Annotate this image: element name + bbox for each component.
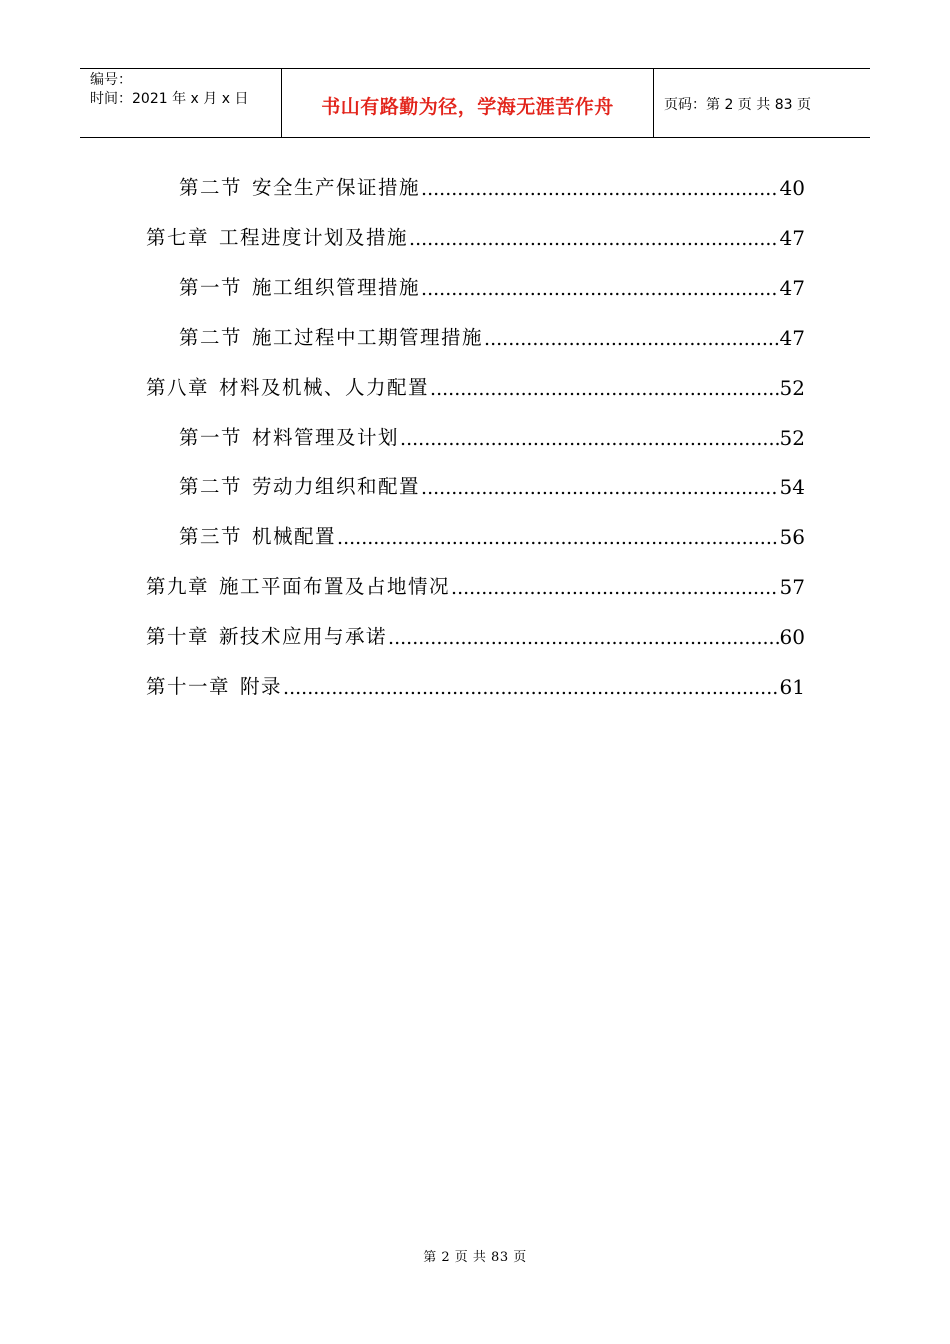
toc-entry-number: 第十一章 <box>146 675 231 698</box>
toc-leader-dots <box>400 428 779 450</box>
toc-entry-chapter[interactable] <box>146 366 805 400</box>
toc-page-number: 56 <box>779 525 805 550</box>
toc-entry-name: 施工过程中工期管理措施 <box>252 325 484 349</box>
toc-page-number: 61 <box>779 675 805 699</box>
header-time-label: 时间：2021 年 x 月 x 日 <box>90 91 249 107</box>
toc-page-number: 52 <box>779 375 805 400</box>
page-footer <box>0 1246 950 1265</box>
toc-entry-label <box>179 521 336 549</box>
toc-entry-section[interactable] <box>179 416 805 450</box>
toc-entry-section[interactable] <box>179 166 805 200</box>
toc-entry-name: 材料及机械、人力配置 <box>219 375 430 399</box>
toc-entry-section[interactable] <box>179 316 805 350</box>
toc-entry-name: 材料管理及计划 <box>252 425 400 449</box>
header-motto: 书山有路勤为径，学海无涯苦作舟 <box>321 95 614 118</box>
toc-entry-section[interactable] <box>179 465 805 499</box>
toc-page-number: 47 <box>779 225 805 250</box>
toc-leader-dots <box>421 477 779 499</box>
toc-entry-number: 第十章 <box>146 625 210 649</box>
header-motto-cell <box>281 69 654 137</box>
toc-entry-section[interactable] <box>179 266 805 300</box>
toc-page-number: 47 <box>779 325 805 350</box>
toc-entry-name: 施工平面布置及占地情况 <box>219 575 451 599</box>
toc-entry-label <box>179 272 420 300</box>
toc-page-number: 57 <box>779 575 805 600</box>
toc-entry-label <box>146 671 282 699</box>
toc-entry-number: 第八章 <box>146 375 210 399</box>
toc-entry-chapter[interactable] <box>146 665 805 699</box>
header-number-label: 编号： <box>90 72 132 88</box>
toc-entry-chapter[interactable] <box>146 565 805 599</box>
toc-entry-name: 附录 <box>240 675 283 698</box>
toc-leader-dots <box>484 328 779 350</box>
toc-entry-label <box>146 621 387 649</box>
toc-entry-number: 第九章 <box>146 575 210 599</box>
toc-entry-name: 新技术应用与承诺 <box>219 625 388 649</box>
toc-entry-number: 第三节 <box>179 525 243 549</box>
toc-entry-number: 第二节 <box>179 475 243 499</box>
toc-leader-dots <box>337 527 779 549</box>
toc-entry-label <box>179 172 420 200</box>
toc-entry-number: 第一节 <box>179 275 243 299</box>
toc-entry-label <box>179 471 420 499</box>
toc-entry-name: 劳动力组织和配置 <box>252 475 421 499</box>
toc-leader-dots <box>421 178 779 200</box>
toc-page-number: 60 <box>779 625 805 650</box>
header-page-info: 页码：第 2 页 共 83 页 <box>664 97 811 113</box>
toc-leader-dots <box>409 228 779 250</box>
toc-page-number: 40 <box>779 176 805 200</box>
toc-leader-dots <box>451 577 779 599</box>
toc-entry-label <box>179 422 399 450</box>
toc-entry-number: 第二节 <box>179 325 243 349</box>
page-header <box>80 68 870 138</box>
toc-entry-name: 施工组织管理措施 <box>252 275 421 299</box>
toc-entry-label <box>179 322 483 350</box>
toc-leader-dots <box>421 278 779 300</box>
toc-entry-label <box>146 222 408 250</box>
toc-entry-number: 第二节 <box>179 176 243 199</box>
toc-entry-label <box>146 571 450 599</box>
toc-entry-name: 工程进度计划及措施 <box>219 225 409 249</box>
toc-page-number: 52 <box>779 425 805 450</box>
toc-entry-section[interactable] <box>179 515 805 549</box>
toc-entry-chapter[interactable] <box>146 216 805 250</box>
toc-entry-name: 机械配置 <box>252 525 337 549</box>
toc-entry-name: 安全生产保证措施 <box>252 176 421 199</box>
toc-entry-number: 第一节 <box>179 425 243 449</box>
toc-page-number: 54 <box>779 475 805 500</box>
toc-entry-number: 第七章 <box>146 225 210 249</box>
toc-leader-dots <box>430 378 779 400</box>
header-page-cell <box>654 69 870 137</box>
toc-entry-chapter[interactable] <box>146 615 805 649</box>
toc-entry-label <box>146 372 429 400</box>
toc-leader-dots <box>283 677 779 699</box>
toc-page-number: 47 <box>779 275 805 300</box>
header-meta-cell <box>80 69 281 137</box>
toc-leader-dots <box>388 627 779 649</box>
footer-page-number: 第 2 页 共 83 页 <box>423 1250 527 1265</box>
